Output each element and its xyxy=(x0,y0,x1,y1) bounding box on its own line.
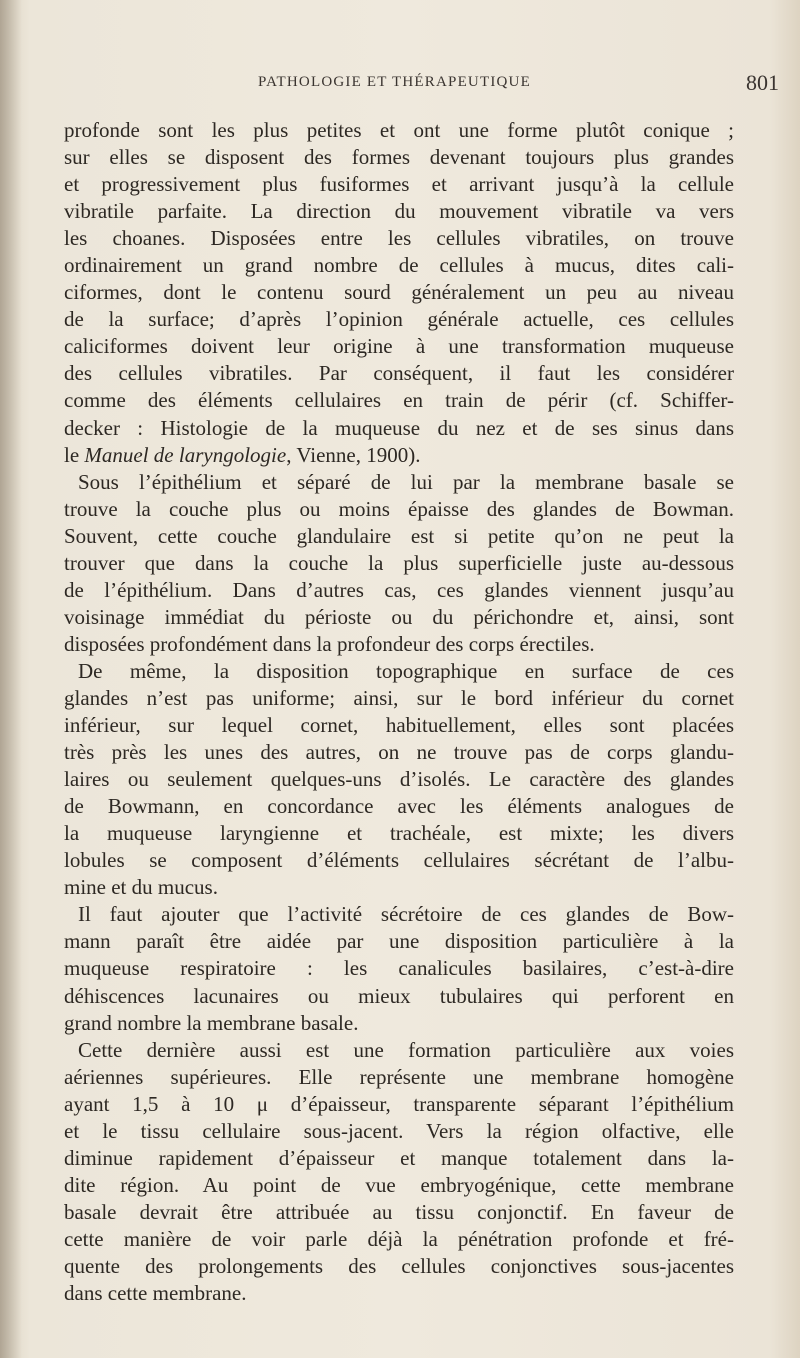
text-line: vibratile parfaite. La direction du mouvement vibratile va vers xyxy=(64,199,734,224)
text-line: mine et du mucus. xyxy=(64,875,218,900)
running-title: PATHOLOGIE ET THÉRAPEUTIQUE xyxy=(258,74,531,90)
book-title-italic: Manuel de laryngologie xyxy=(84,442,287,467)
text-line: et le tissu cellulaire sous-jacent. Vers la région olfactive, elle xyxy=(64,1118,734,1143)
text-line: déhiscences lacunaires ou mieux tubulaires qui perforent en xyxy=(64,983,734,1008)
text-line: dans cette membrane. xyxy=(64,1281,247,1306)
text-line: inférieur, sur lequel cornet, habituellement, elles sont placées xyxy=(64,713,734,738)
text-line: glandes n’est pas uniforme; ainsi, sur le bord inférieur du cornet xyxy=(64,685,734,710)
spine-shadow xyxy=(0,0,22,1358)
text-line: de Bowmann, en concordance avec les éléments analogues de xyxy=(64,794,734,819)
text-line: des cellules vibratiles. Par conséquent, il faut les considérer xyxy=(64,361,734,386)
text-line-with-italic: le Manuel de laryngologie, Vienne, 1900). xyxy=(64,442,421,467)
text-line: ordinairement un grand nombre de cellules à mucus, dites cali- xyxy=(64,253,734,278)
text-line: trouve la couche plus ou moins épaisse des glandes de Bowman. xyxy=(64,496,734,521)
text-line: trouver que dans la couche la plus superficielle juste au-dessous xyxy=(64,550,734,575)
text-line: profonde sont les plus petites et ont une forme plutôt conique ; xyxy=(64,118,734,142)
text-line: et progressivement plus fusiformes et arrivant jusqu’à la cellule xyxy=(64,172,734,197)
text-line: dite région. Au point de vue embryogénique, cette membrane xyxy=(64,1172,734,1197)
text-line: diminue rapidement d’épaisseur et manque totalement dans la- xyxy=(64,1145,734,1170)
text-line: decker : Histologie de la muqueuse du nez et de ses sinus dans xyxy=(64,415,734,440)
body-text xyxy=(64,117,734,1307)
text-line: lobules se composent d’éléments cellulaires sécrétant de l’albu- xyxy=(64,848,734,873)
text-line: grand nombre la membrane basale. xyxy=(64,1010,359,1035)
page-number: 801 xyxy=(746,70,779,95)
text-line: voisinage immédiat du périoste ou du périchondre et, ainsi, sont xyxy=(64,604,734,629)
text-line: laires ou seulement quelques-uns d’isolés. Le caractère des glandes xyxy=(64,767,734,792)
text-line: la muqueuse laryngienne et trachéale, est mixte; les divers xyxy=(64,821,734,846)
text-line: Cette dernière aussi est une formation particulière aux voies xyxy=(78,1037,734,1062)
text-line: aériennes supérieures. Elle représente une membrane homogène xyxy=(64,1064,734,1089)
text-line: les choanes. Disposées entre les cellules vibratiles, on trouve xyxy=(64,226,734,251)
text-line: De même, la disposition topographique en surface de ces xyxy=(78,658,734,683)
text-line: très près les unes des autres, on ne trouve pas de corps glandu- xyxy=(64,740,734,765)
text-line: basale devrait être attribuée au tissu conjonctif. En faveur de xyxy=(64,1199,734,1224)
text-line: Il faut ajouter que l’activité sécrétoire de ces glandes de Bow- xyxy=(78,902,734,927)
text-line: Sous l’épithélium et séparé de lui par la membrane basale se xyxy=(78,469,734,494)
text-line: sur elles se disposent des formes devenant toujours plus grandes xyxy=(64,145,734,170)
text-line: de l’épithélium. Dans d’autres cas, ces glandes viennent jusqu’au xyxy=(64,577,734,602)
text-line: muqueuse respiratoire : les canalicules basilaires, c’est-à-dire xyxy=(64,956,734,981)
text-line: ciformes, dont le contenu sourd généralement un peu au niveau xyxy=(64,280,734,305)
text-line: disposées profondément dans la profondeur des corps érectiles. xyxy=(64,631,595,656)
text-line: de la surface; d’après l’opinion générale actuelle, ces cellules xyxy=(64,307,734,332)
text-line: quente des prolongements des cellules conjonctives sous-jacentes xyxy=(64,1253,734,1278)
text-line: caliciformes doivent leur origine à une transformation muqueuse xyxy=(64,334,734,359)
text-line: Souvent, cette couche glandulaire est si petite qu’on ne peut la xyxy=(64,523,734,548)
text-line: ayant 1,5 à 10 μ d’épaisseur, transparente séparant l’épithélium xyxy=(64,1091,734,1116)
running-head xyxy=(0,70,800,96)
text-line: cette manière de voir parle déjà la pénétration profonde et fré- xyxy=(64,1226,734,1251)
text-line: mann paraît être aidée par une disposition particulière à la xyxy=(64,929,734,954)
text-line: comme des éléments cellulaires en train de périr (cf. Schiffer- xyxy=(64,388,734,413)
